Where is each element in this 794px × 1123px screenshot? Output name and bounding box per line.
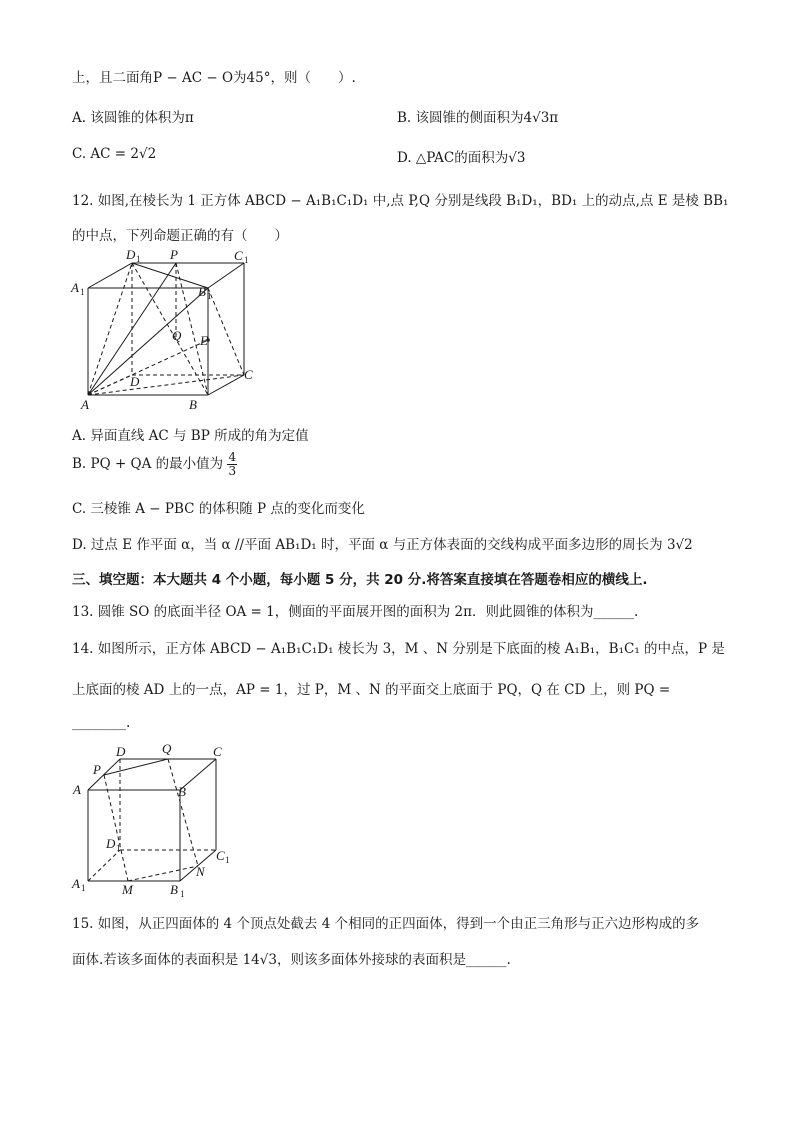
q14-label-n: N (196, 864, 205, 879)
label-b1: B (198, 284, 206, 299)
svg-text:1: 1 (207, 291, 212, 301)
q12-stem-line1: 12. 如图,在棱长为 1 正方体 ABCD − A₁B₁C₁D₁ 中,点 P,Q 分别是线段 B₁D₁，BD₁ 上的动点,点 E 是棱 BB₁ (72, 193, 729, 209)
svg-text:1: 1 (136, 254, 141, 264)
label-c: C (244, 367, 253, 382)
q11-continuation: 上，且二面角P − AC − O为45°，则（ ）. (72, 70, 356, 86)
svg-text:1: 1 (225, 855, 230, 865)
q14-label-d1: D (106, 836, 116, 851)
q14-label-b: B (178, 784, 186, 799)
q14-label-a: A (73, 782, 81, 797)
q13-text: 13. 圆锥 SO 的底面半径 OA = 1，侧面的平面展开图的面积为 2π．则此圆锥的体积为______. (72, 604, 639, 620)
q12-option-d: D. 过点 E 作平面 α，当 α //平面 AB₁D₁ 时，平面 α 与正方体表面的交线构成平面多边形的周长为 3√2 (72, 537, 693, 553)
q12-option-b-fraction: $\frac{4}{3}$ (228, 450, 237, 478)
q14-line2: 上底面的棱 AD 上的一点，AP = 1，过 P，M 、N 的平面交上底面于 PQ，Q 在 CD 上，则 PQ = (72, 682, 671, 698)
svg-text:1: 1 (244, 255, 249, 265)
svg-text:1: 1 (116, 843, 121, 853)
label-d1: D (126, 248, 136, 262)
q11-option-a: A. 该圆锥的体积为π (72, 110, 194, 126)
q14-line1: 14. 如图所示，正方体 ABCD − A₁B₁C₁D₁ 棱长为 3，M 、N 分别是下底面的棱 A₁B₁，B₁C₁ 的中点，P 是 (72, 641, 725, 657)
label-p: P (170, 248, 178, 262)
q12-option-c: C. 三棱锥 A − PBC 的体积随 P 点的变化而变化 (72, 501, 365, 517)
q14-label-b1: B (170, 882, 178, 897)
q12-option-a: A. 异面直线 AC 与 BP 所成的角为定值 (72, 428, 309, 444)
q14-label-p: P (93, 762, 101, 777)
label-b: B (189, 397, 197, 412)
label-c1: C (234, 248, 243, 263)
svg-text:1: 1 (180, 889, 185, 898)
q12-cube-figure (68, 248, 268, 413)
q14-label-d: D (116, 744, 126, 759)
label-q: Q (172, 328, 182, 343)
q11-option-c: C. AC = 2√2 (72, 146, 157, 162)
q15-line1: 15. 如图，从正四面体的 4 个顶点处截去 4 个相同的正四面体，得到一个由正三角形与正六边形构成的多 (72, 916, 700, 932)
q14-label-a1: A (72, 876, 80, 891)
q12-option-b-text: B. PQ + QA 的最小值为 (72, 456, 224, 472)
q14-label-m: M (122, 882, 133, 897)
q11-option-b: B. 该圆锥的侧面积为4√3π (397, 110, 559, 126)
svg-text:1: 1 (81, 883, 86, 893)
label-d: D (130, 374, 140, 389)
q14-label-q: Q (162, 741, 172, 756)
label-a1: A (71, 280, 79, 295)
q11-option-d: D. △PAC的面积为√3 (397, 150, 526, 166)
section-3-header: 三、填空题：本大题共 4 个小题，每小题 5 分，共 20 分.将答案直接填在答题卷相应的横线上. (72, 572, 648, 588)
q12-option-b (72, 451, 237, 478)
label-a: A (81, 397, 89, 412)
q14-answer-blank: ________. (72, 715, 131, 731)
q14-cube-figure (68, 738, 238, 898)
q15-line2: 面体.若该多面体的表面积是 14√3，则该多面体外接球的表面积是______. (72, 952, 511, 968)
q14-label-c1: C (216, 848, 225, 863)
q14-label-c: C (213, 744, 222, 759)
q12-stem-line2: 的中点，下列命题正确的有（ ） (72, 228, 288, 244)
label-e: E (200, 333, 208, 348)
svg-text:1: 1 (80, 287, 85, 297)
